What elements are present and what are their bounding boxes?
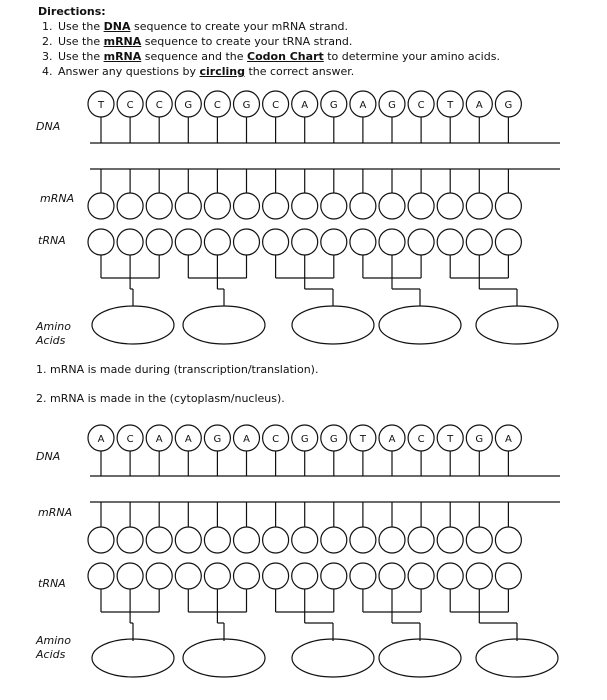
dna-base-letter: G [504, 100, 513, 111]
trna-base-circle [350, 563, 376, 589]
trna-base-circle [466, 229, 492, 255]
mrna-base-circle [204, 527, 230, 553]
mrna-base-circle [146, 193, 172, 219]
mrna-base-circle [379, 527, 405, 553]
dna-base-letter: T [97, 100, 105, 111]
amino-acid-oval [292, 306, 374, 344]
direction-item: 3. Use the mRNA sequence and the Codon Chart to determine your amino acids. [56, 49, 500, 64]
trna-base-circle [234, 563, 260, 589]
trna-base-circle [321, 229, 347, 255]
direction-item: 1. Use the DNA sequence to create your mRNA strand. [56, 19, 500, 34]
dna-base-letter: C [155, 100, 163, 111]
trna-base-circle [204, 229, 230, 255]
question-1[interactable]: 1. mRNA is made during (transcription/translation). [36, 363, 319, 376]
trna-label-2: tRNA [38, 577, 66, 590]
dna-base-letter: G [242, 100, 251, 111]
mrna-base-circle [466, 527, 492, 553]
amino-acid-oval [379, 639, 461, 677]
amino-acid-oval [379, 306, 461, 344]
trna-base-circle [321, 563, 347, 589]
mrna-base-circle [379, 193, 405, 219]
mrna-base-circle [321, 193, 347, 219]
mrna-base-circle [437, 527, 463, 553]
trna-base-circle [466, 563, 492, 589]
dna-base-letter: A [504, 434, 512, 445]
mrna-base-circle [321, 527, 347, 553]
amino-acid-oval [476, 306, 558, 344]
trna-base-circle [408, 563, 434, 589]
dna-base-letter: C [417, 434, 425, 445]
amino-acid-oval [292, 639, 374, 677]
trna-base-circle [175, 563, 201, 589]
mrna-base-circle [117, 527, 143, 553]
dna-base-letter: C [272, 100, 280, 111]
trna-base-circle [495, 563, 521, 589]
direction-item: 4. Answer any questions by circling the correct answer. [56, 64, 500, 79]
trna-base-circle [146, 563, 172, 589]
amino-acids-label-line2: Acids [36, 334, 66, 347]
dna-base-letter: C [417, 100, 425, 111]
dna-base-letter: A [155, 434, 163, 445]
mrna-base-circle [88, 527, 114, 553]
amino-acid-oval [183, 306, 265, 344]
dna-base-letter: A [243, 434, 250, 445]
trna-base-circle [292, 229, 318, 255]
mrna-base-circle [350, 527, 376, 553]
mrna-base-circle [263, 193, 289, 219]
mrna-base-circle [175, 527, 201, 553]
dna-base-letter: A [359, 100, 367, 111]
dna-base-letter: G [300, 434, 309, 445]
amino-acids-label-2-line1: Amino [36, 634, 71, 647]
amino-acid-oval [183, 639, 265, 677]
mrna-base-circle [204, 193, 230, 219]
trna-base-circle [117, 229, 143, 255]
trna-base-circle [88, 563, 114, 589]
mrna-base-circle [292, 193, 318, 219]
mrna-base-circle [408, 527, 434, 553]
trna-base-circle [495, 229, 521, 255]
dna-base-letter: T [447, 100, 454, 111]
dna-label: DNA [36, 120, 61, 133]
trna-base-circle [437, 563, 463, 589]
mrna-base-circle [117, 193, 143, 219]
dna-base-letter: G [329, 434, 338, 445]
dna-base-letter: G [475, 434, 484, 445]
mrna-base-circle [408, 193, 434, 219]
trna-base-circle [263, 229, 289, 255]
trna-base-circle [175, 229, 201, 255]
amino-acid-oval [476, 639, 558, 677]
mrna-base-circle [466, 193, 492, 219]
trna-base-circle [117, 563, 143, 589]
amino-acids-label-2-line2: Acids [36, 648, 66, 661]
trna-base-circle [204, 563, 230, 589]
mrna-label: mRNA [40, 192, 75, 205]
mrna-base-circle [234, 527, 260, 553]
dna-base-letter: G [184, 100, 193, 111]
dna-base-letter: T [447, 434, 454, 445]
mrna-base-circle [234, 193, 260, 219]
amino-acid-oval [92, 306, 174, 344]
amino-acids-label-line1: Amino [36, 320, 71, 333]
mrna-base-circle [263, 527, 289, 553]
mrna-label-2: mRNA [38, 506, 73, 519]
mrna-base-circle [495, 527, 521, 553]
trna-base-circle [379, 563, 405, 589]
trna-base-circle [350, 229, 376, 255]
trna-label: tRNA [38, 234, 66, 247]
amino-acid-oval [92, 639, 174, 677]
trna-base-circle [292, 563, 318, 589]
direction-item: 2. Use the mRNA sequence to create your tRNA strand. [56, 34, 500, 49]
trna-base-circle [88, 229, 114, 255]
trna-base-circle [379, 229, 405, 255]
mrna-base-circle [350, 193, 376, 219]
dna-base-letter: G [213, 434, 222, 445]
dna-base-letter: G [388, 100, 396, 111]
mrna-base-circle [146, 527, 172, 553]
dna-base-letter: C [272, 434, 280, 445]
dna-base-letter: C [126, 434, 134, 445]
trna-base-circle [408, 229, 434, 255]
trna-base-circle [437, 229, 463, 255]
dna-label-2: DNA [36, 450, 61, 463]
dna-base-letter: A [301, 100, 309, 111]
dna-base-letter: C [126, 100, 134, 111]
dna-base-letter: T [359, 434, 366, 445]
dna-base-letter: A [475, 100, 483, 111]
dna-base-letter: A [97, 434, 105, 445]
trna-base-circle [234, 229, 260, 255]
question-2[interactable]: 2. mRNA is made in the (cytoplasm/nucleus). [36, 392, 285, 405]
trna-base-circle [146, 229, 172, 255]
mrna-base-circle [88, 193, 114, 219]
dna-base-letter: A [388, 434, 396, 445]
mrna-base-circle [292, 527, 318, 553]
dna-base-letter: G [329, 100, 338, 111]
trna-base-circle [263, 563, 289, 589]
mrna-base-circle [175, 193, 201, 219]
dna-base-letter: A [184, 434, 192, 445]
directions-title: Directions: [38, 5, 106, 18]
dna-base-letter: C [213, 100, 221, 111]
mrna-base-circle [495, 193, 521, 219]
mrna-base-circle [437, 193, 463, 219]
